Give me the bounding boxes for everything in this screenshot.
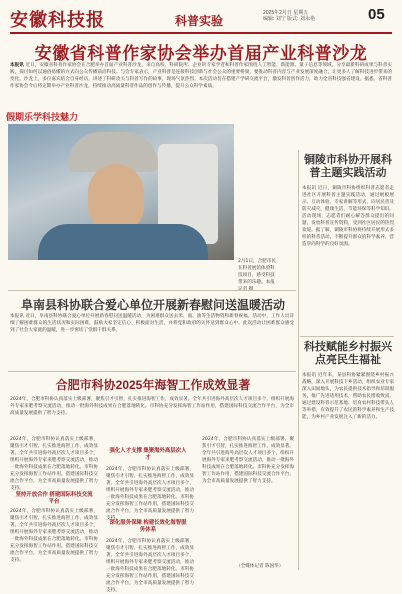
date-line: 2025年2月日 星期五: [263, 10, 309, 16]
story3-credit: （全媒体记者 陈国华）: [236, 564, 284, 569]
story3-title: 合肥市科协2025年海智工作成效显著: [55, 378, 251, 392]
story3-col1b-text: 2024年，合肥市科协认真落实上级部署，聚焦引才引智，扎实推进海智工作，成效显著。全年共引进海外高层次人才项目多个，组织开展海外专家来肥考察交流活动，推动一批海外科技成果在合肥落地转化。市科协充分发挥海智工作站作用，搭建国际科技交流合作平台，为全市高质量发展提供了智力支持。: [10, 509, 98, 563]
story3-divider: [8, 371, 296, 372]
story2-title: 阜南县科协联合爱心单位开展新春慰问送温暖活动: [20, 298, 285, 312]
editor-line: 编辑: 刘宁 版式: 刘永艳: [263, 16, 315, 22]
masthead-divider: [10, 32, 392, 34]
newspaper-logo: 安徽科技报: [10, 10, 105, 30]
story3-col2b-text: 2024年，合肥市科协认真落实上级部署，聚焦引才引智，扎实推进海智工作，成效显著。全年共引进海外高层次人才项目多个，组织开展海外专家来肥考察交流活动，推动一批海外科技成果在合肥落地转化。市科协充分发挥海智工作站作用，搭建国际科技交流合作平台，为全市高质量发展提供了智力支持。: [106, 539, 194, 593]
story3-subhead-2: 强化人才支撑 集聚海外高层次人才: [109, 448, 187, 461]
story3-col1-text: 2024年，合肥市科协认真落实上级部署，聚焦引才引智，扎实推进海智工作，成效显著。全年共引进海外高层次人才项目多个，组织开展海外专家来肥考察交流活动，推动一批海外科技成果在合肥落地转化。市科协充分发挥海智工作站作用，搭建国际科技交流合作平台，为全市高质量发展提供了智力支持。: [10, 437, 98, 491]
date-block: [263, 10, 315, 22]
sidebar2-divider: [300, 336, 394, 337]
story2-body: 本报讯 近日，阜南县科协联合爱心单位开展新春慰问送温暖活动，为困难群众送去米、面、油等生活物资和新春祝福。活动中，工作人员详细了解困难群众的生活状况和实际困难，鼓励大家坚定信心、积极面对生活，并将党和政府的关怀送到群众心中。此次活动让困难群众感受到了社会大家庭的温暖，进一步密切了党群干群关系。: [10, 314, 294, 333]
story3-col3-text: 2024年，合肥市科协认真落实上级部署，聚焦引才引智，扎实推进海智工作，成效显著。全年共引进海外高层次人才项目多个，组织开展海外专家来肥考察交流活动，推动一批海外科技成果在合肥落地转化。市科协充分发挥海智工作站作用，搭建国际科技交流合作平台，为全市高质量发展提供了智力支持。: [202, 437, 294, 484]
story3-subhead-3: 深化服务保障 构建长效化海智服务体系: [109, 520, 187, 533]
sidebar1-title: 铜陵市科协开展科普主题实践活动: [304, 154, 392, 179]
photo-story-heading: 假期乐学科技魅力: [6, 112, 79, 122]
lead-byline: 本报讯: [10, 63, 24, 68]
lead-story-body: [10, 62, 392, 104]
sidebar1-body: 本报讯 近日，铜陵市科协组织科普志愿者走进社区开展科普主题实践活动，通过展板展示、互动体验、专家讲解等形式，向居民普及防灾减灾、健康生活、节能环保等科学知识。活动现场，志愿者们耐心解答群众提出的问题，发放科普宣传资料，受到社区居民的热烈欢迎。据了解，铜陵市科协将持续开展形式多样的科普活动，不断提升群众的科学素养，营造崇尚科学的良好氛围。: [302, 186, 394, 247]
sidebar2-body: 本报讯 近年来，某县科协紧紧围绕乡村振兴战略，深入开展科技下乡活动，组织农业专家深入田间地头，为农民提供技术指导和培训服务，推广先进适用技术，帮助农民增收致富。通过建设科普示范基地、培育农村科技带头人等举措，有效提升了农民的科学素养和生产技能，为乡村产业发展注入了新的活力。: [302, 373, 394, 420]
story3-body: 2024年，合肥市科协认真落实上级部署，聚焦引才引智，扎实推进海智工作，成效显著。全年共引进海外高层次人才项目多个，组织开展海外专家来肥考察交流活动，推动一批海外科技成果在合肥落地转化。市科协充分发挥海智工作站作用，搭建国际科技交流合作平台，为全市高质量发展提供了智力支持。: [10, 397, 294, 416]
sidebar2-title: 科技赋能乡村振兴点亮民生福祉: [304, 341, 392, 366]
photo-caption: 2月1日，合肥市民在科普展馆体验科技项目，感受科技带来的乐趣。本报: [238, 259, 277, 285]
masthead: [0, 0, 402, 32]
page-number: 05: [368, 6, 385, 23]
lead-headline: 安徽省科普作家协会举办首届产业科普沙龙: [34, 44, 368, 63]
lead-story-text: 近日，安徽省科普作家协会在合肥举办首届产业科普沙龙，来自高校、科研院所、企业的专家学者和科普作家围绕人工智能、新能源、量子信息等领域，分享最新科研成果与科普实践，探讨如何以通俗易懂的方式向公众传播前沿科技。与会专家表示，产业科普是连接科技创新与社会公众的重要桥梁，要推动科普内容与产业发展深度融合，让更多人了解科技进步带来的变化。沙龙上，多位嘉宾结合自身经历，讲述了科研攻关与科普写作的故事，现场气氛热烈。本次活动旨在搭建产学研交流平台，激发科普创作活力，助力全省科技强省建设。据悉，省科普作家协会今后将定期举办产业科普沙龙，持续推动高质量科普作品的创作与传播，提升公众科学素质。: [10, 63, 392, 89]
section-title: 科普实验: [175, 14, 224, 28]
photo-shirt: [38, 224, 208, 260]
story3-subhead-1: 坚持开放合作 搭建国际科技交流平台: [15, 492, 93, 505]
photo: [8, 124, 234, 260]
story2-divider: [8, 290, 296, 291]
column-divider: [298, 150, 299, 570]
story3-col2-text: 2024年，合肥市科协认真落实上级部署，聚焦引才引智，扎实推进海智工作，成效显著。全年共引进海外高层次人才项目多个，组织开展海外专家来肥考察交流活动，推动一批海外科技成果在合肥落地转化。市科协充分发挥海智工作站作用，搭建国际科技交流合作平台，为全市高质量发展提供了智力支持。: [106, 467, 194, 521]
